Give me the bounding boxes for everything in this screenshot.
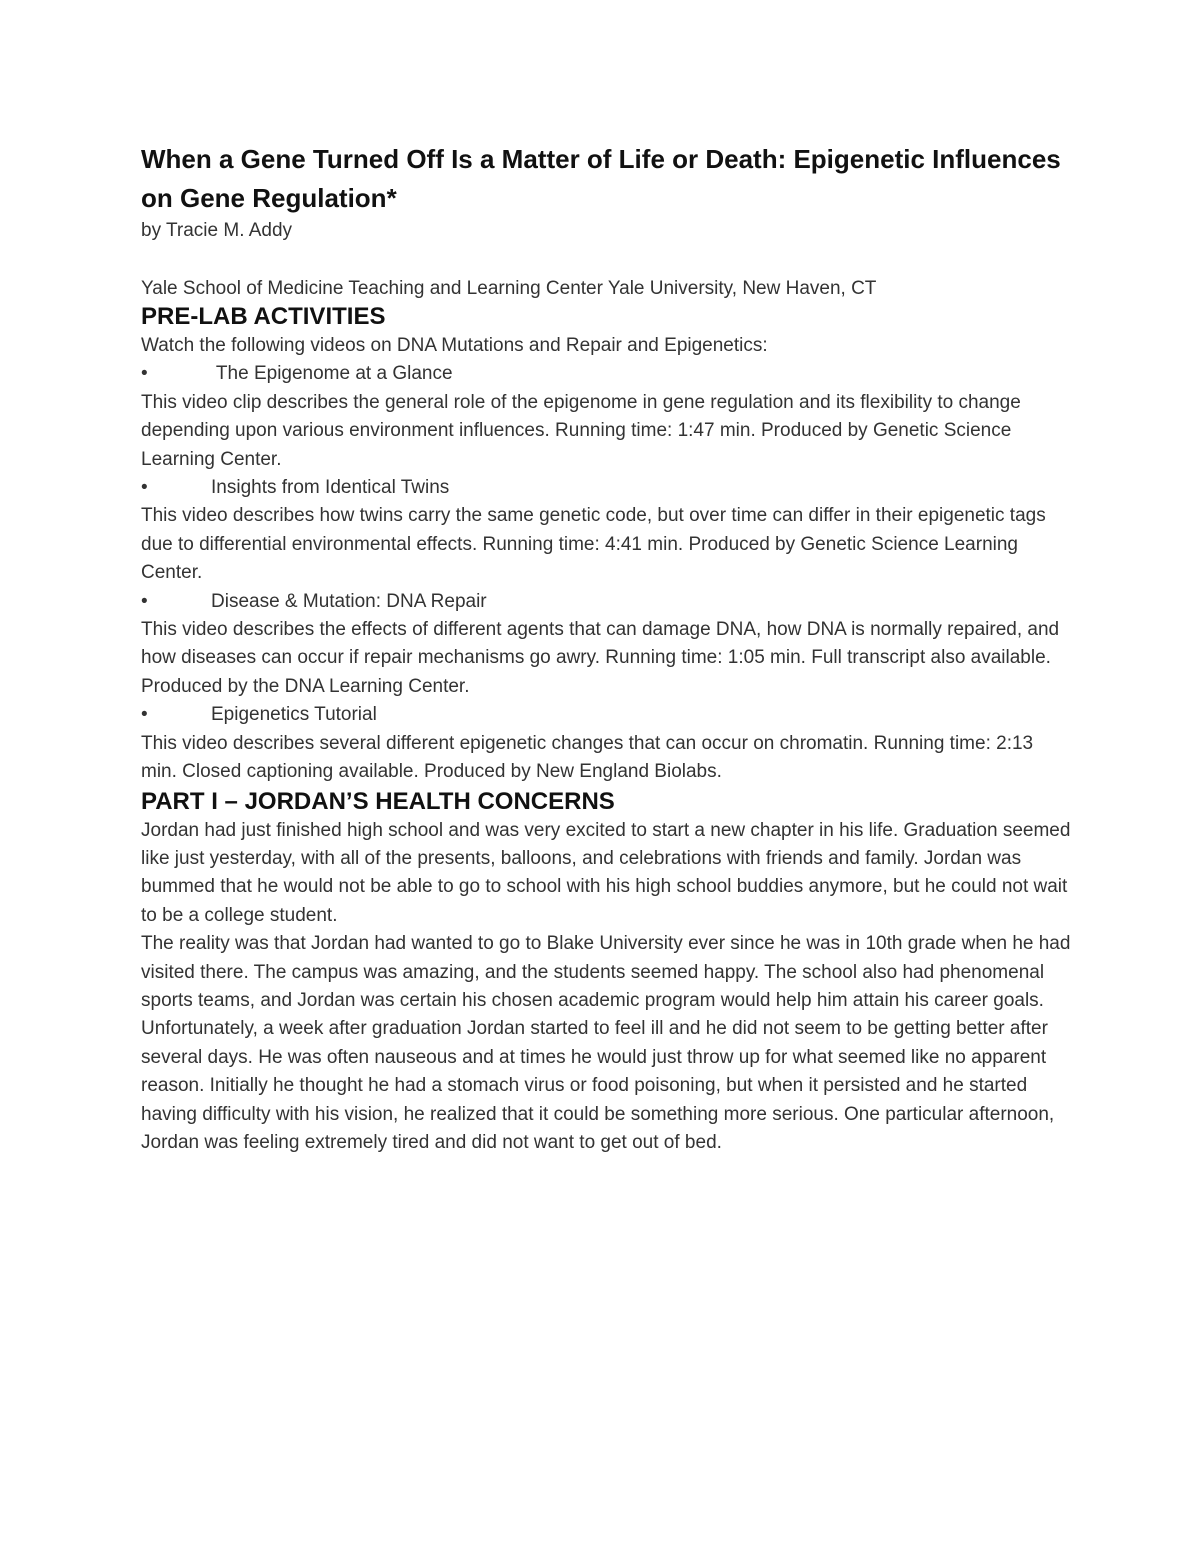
video-list-item (141, 474, 1071, 502)
document-title: When a Gene Turned Off Is a Matter of Life or Death: Epigenetic Influences on Gene Regulation* (141, 144, 1061, 213)
video-title: Disease & Mutation: DNA Repair (211, 590, 487, 612)
prelab-heading: PRE-LAB ACTIVITIES (141, 303, 386, 330)
video-list-item (141, 701, 1071, 729)
story-paragraph: Jordan had just finished high school and was very excited to start a new chapter in his life. Graduation seemed like just yesterday, with all of the presents, balloons, and celebrations with friends and family. Jordan was bummed that he would not be able to go to school with his high school buddies anymore, but he could not wait to be a college student. (141, 819, 1071, 926)
document-page (141, 140, 1071, 1157)
video-title: Insights from Identical Twins (211, 477, 450, 499)
video-title: The Epigenome at a Glance (211, 363, 453, 385)
story-paragraph: Unfortunately, a week after graduation Jordan started to feel ill and he did not seem to be getting better after several days. He was often nauseous and at times he would just throw up for what seemed like no apparent reason. Initially he thought he had a stomach virus or food poisoning, but when it persisted and he started having difficulty with his vision, he realized that it could be something more serious. One particular afternoon, Jordan was feeling extremely tired and did not want to get out of bed. (141, 1018, 1055, 1153)
video-description: This video describes several different epigenetic changes that can occur on chromatin. Running time: 2:13 min. Closed captioning available. Produced by New England Biolabs. (141, 732, 1034, 783)
video-description: This video describes how twins carry the same genetic code, but over time can differ in their epigenetic tags due to differential environmental effects. Running time: 4:41 min. Produced by Genetic Science Learning Center. (141, 505, 1046, 584)
bullet-icon: • (141, 477, 148, 499)
bullet-icon: • (141, 704, 148, 726)
bullet-icon: • (141, 363, 148, 385)
prelab-intro: Watch the following videos on DNA Mutations and Repair and Epigenetics: (141, 335, 768, 356)
affiliation-line: Yale School of Medicine Teaching and Learning Center Yale University, New Haven, CT (141, 278, 877, 299)
video-description: This video describes the effects of different agents that can damage DNA, how DNA is normally repaired, and how diseases can occur if repair mechanisms go awry. Running time: 1:05 min. Full transcript also available. Produced by the DNA Learning Center. (141, 619, 1060, 697)
bullet-icon: • (141, 590, 148, 612)
author-line: by Tracie M. Addy (141, 220, 293, 241)
part1-heading: PART I – JORDAN’S HEALTH CONCERNS (141, 787, 615, 815)
story-paragraph: The reality was that Jordan had wanted to go to Blake University ever since he was in 10th grade when he had visited there. The campus was amazing, and the students seemed happy. The school also had phenomenal sports teams, and Jordan was certain his chosen academic program would help him attain his career goals. (141, 933, 1071, 1011)
video-list-item (141, 588, 1071, 616)
video-title: Epigenetics Tutorial (211, 704, 377, 726)
video-description: This video clip describes the general role of the epigenome in gene regulation and its flexibility to change depending upon various environment influences. Running time: 1:47 min. Produced by Genetic Science Learning Center. (141, 391, 1021, 470)
video-list-item (141, 360, 1071, 388)
